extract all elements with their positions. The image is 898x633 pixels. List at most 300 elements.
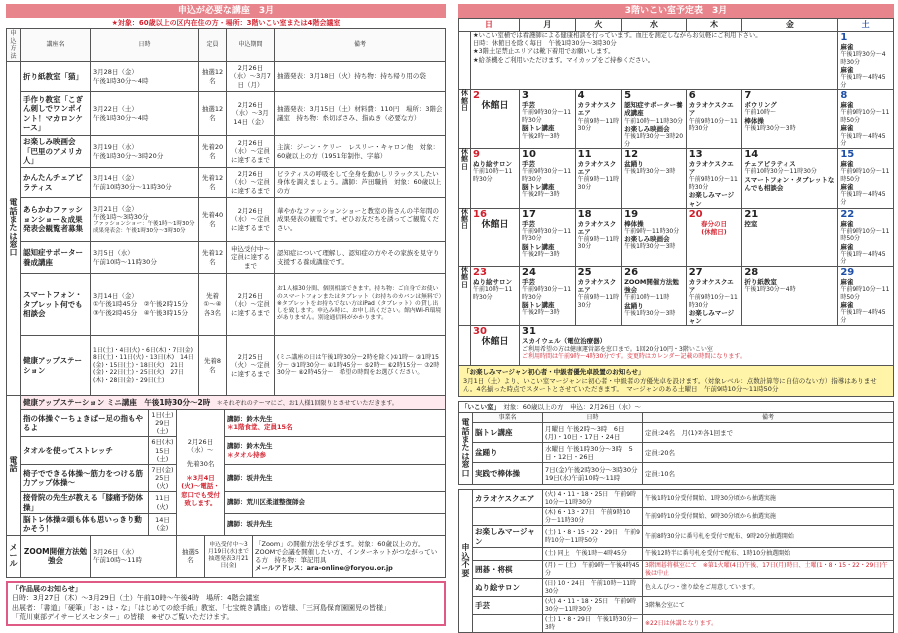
calendar-event: 午前9時〜11時30分	[624, 227, 680, 235]
calendar-event: 麻雀	[840, 101, 854, 110]
calendar-event: 午後1時〜4時45分	[840, 74, 886, 89]
day-number: 20	[688, 208, 703, 220]
calendar-event: ぬり絵サロン	[473, 277, 512, 286]
calendar-event: 手芸	[522, 160, 536, 169]
calendar-event: 春分の日	[701, 219, 728, 228]
left-title: 申込が必要な講座 3月	[6, 4, 446, 18]
course-date: 3月14日（金） ①午後1時45分 ②午後2時15分 ③午後2時45分 ④午後3時15分	[91, 274, 199, 336]
other-row	[459, 615, 894, 633]
calendar-event: 麻雀	[840, 124, 854, 133]
day-number: 2	[473, 90, 480, 102]
other-time: (土) 1・8・15・22・29日 午前9時10分〜11時50分	[543, 526, 643, 548]
other-note: 午前9時10分受付開始、9時30分頃から抽選実施	[643, 508, 894, 526]
ikoi-col-name: 事業名	[473, 412, 543, 423]
course-capacity: 抽選12名	[199, 92, 227, 136]
course-note: 主演：ジーン・ケリー レスリー・キャロン他 対象：60歳以上の方（1951年制作、字幕）	[275, 136, 446, 168]
calendar-week	[459, 266, 894, 326]
course-period: 2月25日（火）〜定員に達するまで	[227, 336, 275, 396]
calendar-event: お楽しみ映画会	[624, 235, 670, 244]
calendar-event: 麻雀	[840, 277, 854, 286]
course-name: あらかわファッションショー＆成果発表会観覧者募集	[21, 198, 91, 242]
calendar-event: 午前9時30分〜11時30分	[522, 227, 572, 243]
other-note: 色えんぴつ・塗り絵をご用意しています。	[643, 579, 894, 597]
ikoi-row-note: 定員:24名 月(1)②各1回まで	[643, 423, 894, 443]
calendar-day	[742, 208, 838, 266]
right-page	[458, 4, 894, 631]
exhibition-title: 「作品展のお知らせ」	[12, 584, 82, 593]
zoom-date: 3月26日（水） 午前10時〜11時	[91, 535, 177, 577]
course-capacity: 先着40名	[199, 198, 227, 242]
other-time: (火) 4・11・18・25日 午前9時10分〜11時30分	[543, 490, 643, 508]
other-name: カラオケスクエア	[473, 490, 543, 508]
calendar-day	[838, 149, 894, 209]
left-subtitle: ★対象：60歳以上の区内在住の方・場所：3階いこい室または4階会議室	[111, 19, 341, 27]
exhibition-line2: 出展者：「書道」「硬筆」「お・は・な」「はじめての絵手紙」教室、「七宝焼き講座」の皆様、「三河島保育園園児の皆様」	[12, 603, 390, 612]
week-side-label	[459, 32, 471, 90]
calendar-event: 午後1時30分〜3時	[624, 243, 676, 251]
right-title: 3階いこい室予定表 3月	[458, 4, 894, 18]
other-time: (木) 6・13・27日 午前9時10分〜11時30分	[543, 508, 643, 526]
day-tue: 火	[575, 19, 621, 32]
mini-item-dates: 11日(火)	[149, 492, 177, 514]
calendar-event: 脳トレ講座	[522, 301, 555, 309]
ikoi-row-note: 定員:20名	[643, 443, 894, 463]
day-number: 1	[840, 32, 848, 43]
day-number: 21	[744, 208, 759, 220]
calendar-event: スカイウェル（電位治療器）	[522, 337, 607, 346]
calendar-event: カラオケスクエア	[577, 277, 617, 294]
calendar-event: 午後2時〜3時	[522, 191, 560, 199]
calendar-event: 午前9時10分〜11時50分	[840, 168, 890, 183]
calendar-event: 休館日	[481, 337, 509, 348]
day-number: 29	[840, 266, 855, 278]
calendar-event: 午後2時〜3時	[522, 309, 560, 317]
zoom-note: 「Zoom」の開催方法を学びます。対象：60歳以上の方。ZOOMで会議を開催したい方、インターネットがつながっている方 持ち物：筆記用具 メールアドレス：ara-online@foryou.or.jp	[253, 535, 446, 577]
other-time: (火) 4・11・18・25日 午前9時30分〜11時30分	[543, 597, 643, 615]
calendar-event: 午前9時30分〜11時30分	[522, 168, 572, 183]
day-number: 17	[522, 208, 536, 220]
calendar-day	[622, 266, 687, 326]
course-name: 折り紙教室「猫」	[21, 62, 91, 92]
day-number: 28	[744, 266, 759, 278]
calendar-event: 午前10時〜11時30分	[473, 286, 513, 301]
other-note: 午後1時10分受付開始、1時30分頃から抽選実施	[643, 490, 894, 508]
calendar-day	[520, 326, 894, 366]
course-period: 2月26日（水）〜定員に達するまで	[227, 274, 275, 336]
other-note: 午前8時30分に番号札を受付で配布、9時20分抽選開始	[643, 526, 894, 548]
other-row	[459, 548, 894, 561]
calendar-event: カラオケスクエア	[577, 219, 617, 236]
calendar-event: 午後1時〜4時45分	[840, 191, 886, 206]
calendar-event: 午後1時30分〜4時	[744, 286, 796, 293]
zoom-period: 申込受付中〜3月19日(水)まで抽選発表3月21日(金)	[205, 535, 253, 577]
zoom-course-name: ZOOM開催方法勉強会	[21, 535, 91, 577]
calendar-event: 手芸	[522, 219, 536, 228]
other-row	[459, 526, 894, 548]
day-number: 31	[522, 326, 536, 338]
calendar-day	[686, 149, 742, 209]
calendar-event: 午前9時〜11時30分	[577, 294, 620, 309]
day-number: 15	[840, 149, 855, 161]
calendar-day	[686, 208, 742, 266]
course-note: 抽選発表：3月18日（火）持ち物：持ち帰り用の袋	[275, 62, 446, 92]
week-side-label	[459, 326, 471, 366]
other-name: 囲碁・将棋	[473, 561, 543, 579]
mini-item-name: タオルを使ってストレッチ	[21, 437, 149, 464]
calendar-day	[575, 90, 621, 149]
header-date: 日時	[91, 29, 199, 62]
calendar-day	[471, 90, 520, 149]
other-name: ぬり絵サロン	[473, 579, 543, 597]
calendar-event: 休館日	[481, 219, 509, 230]
calendar-day	[520, 266, 576, 326]
other-time: (日) 10・24日 午前10時〜11時30分	[543, 579, 643, 597]
other-time: (月) 〜 (土) 午前9時〜午後4時45分	[543, 561, 643, 579]
calendar-event: 午前10時〜11時	[624, 294, 670, 302]
calendar-day	[471, 266, 520, 326]
course-date: 1日(土)・4日(火)・6日(木)・7日(金) 8日(土)・11日(火)・13日(木) 14日(金)・15日(土)・18日(火) 21日(金)・22日(土)・25日(火) 27日(木)・28日(金)・29日(土)	[91, 336, 199, 396]
calendar-event: 麻雀	[840, 219, 854, 228]
course-name: スマートフォン・タブレット何でも相談会	[21, 274, 91, 336]
course-note: 認知症について理解し、認知症の方やその家族を見守り支援する養成講座です。	[275, 242, 446, 274]
calendar-event: 盆踊り	[624, 160, 644, 169]
mini-item-dates: 6日(木) 15日(土)	[149, 437, 177, 464]
other-name	[473, 548, 543, 561]
mahjong-notice: 「お楽しみマージャン初心者・中級者優先卓設置のお知らせ」 3月1日（土）より、いこい室マージャンに初心者・中級者の方優先卓を設けます。（対象レベル：点数計算等に自信のない方）指導はありません。4名揃った時点でスタートとさせていただきます。 マージャンのある土曜日 午前9時10分〜11時50分	[458, 366, 894, 396]
other-name: お楽しみマージャン	[473, 526, 543, 548]
calendar-day	[686, 266, 742, 326]
calendar-event: カラオケスクエア	[688, 101, 734, 118]
course-date: 3月19日（水） 午後1時30分〜3時20分	[91, 136, 199, 168]
exhibition-line1: 日時：3月27日（木）〜3月29日（土）午前10時〜午後4時 場所：4階会議室	[12, 594, 260, 603]
course-period: 2月26日（水）〜定員に達するまで	[227, 198, 275, 242]
course-capacity: 先着12名	[199, 168, 227, 198]
calendar-day	[838, 32, 894, 90]
calendar-event: 麻雀	[840, 66, 854, 75]
calendar-event: 午後2時〜3時	[522, 132, 560, 140]
week-side-label: 休館日	[459, 149, 471, 209]
mini-item-name: 脳トレ体操②頭も体も思いっきり動かそう！	[21, 513, 149, 535]
calendar-day	[471, 208, 520, 266]
course-name: お楽しみ映画会「巴里のアメリカ人」	[21, 136, 91, 168]
calendar-event: (休館日)	[701, 227, 727, 236]
exhibition-notice	[6, 581, 446, 627]
calendar-event: 午前10時〜11時30分	[473, 168, 513, 183]
mini-lecturer: 講師：荒川区柔道整復師会	[225, 492, 446, 514]
calendar-event: ボウリング	[744, 101, 777, 110]
calendar-event: ZOOM開催方法勉強会	[624, 277, 679, 294]
header-course: 講座名	[21, 29, 91, 62]
day-number: 6	[688, 90, 696, 102]
other-time: (土) 同上 午後1時〜4時45分	[543, 548, 643, 561]
mini-lecturer: 講師：鈴木先生 ＊1階食堂、定員15名	[225, 410, 446, 437]
course-period: 2月26日（水）〜3月7日（月）	[227, 62, 275, 92]
side-phone: 電話	[7, 396, 21, 536]
calendar-event: 盆踊り	[624, 301, 644, 310]
calendar-event: 午前9時10分〜11時50分	[840, 227, 890, 243]
calendar-event: 午後1時30分〜4時30分	[840, 51, 886, 66]
mini-period: 2月26日（水）〜 先着30名 ＊3月4日(火)〜電話・窓口でも受付致します。	[177, 410, 225, 536]
calendar-event: 午前9時30分〜11時30分	[522, 109, 572, 124]
calendar-day	[520, 149, 576, 209]
mini-item-dates: 1日(土) 29日(土)	[149, 410, 177, 437]
day-number: 18	[577, 208, 592, 220]
course-capacity: 抽選12名	[199, 62, 227, 92]
calendar-day	[742, 149, 838, 209]
day-number: 3	[522, 90, 529, 102]
day-fri: 金	[742, 19, 838, 32]
course-capacity: 先着8名	[199, 336, 227, 396]
header-note: 備考	[275, 29, 446, 62]
calendar-day	[622, 90, 687, 149]
intro-notes	[471, 32, 838, 90]
calendar-event: 脳トレ講座	[522, 124, 555, 133]
course-period: 2月26日（水）〜定員に達するまで	[227, 168, 275, 198]
day-number: 13	[688, 149, 703, 161]
day-number: 8	[840, 90, 848, 102]
side-phone-window: 電話または窓口	[7, 62, 21, 396]
calendar-week	[459, 326, 894, 366]
day-number: 23	[473, 266, 487, 278]
other-row	[459, 561, 894, 579]
mini-item-name: 椅子でできる体操〜筋力をつける筋力アップ体操〜	[21, 464, 149, 491]
side-mail: メール	[7, 535, 21, 577]
calendar-day	[471, 326, 520, 366]
calendar-day	[520, 90, 576, 149]
other-row	[459, 490, 894, 508]
ikoi-row-time: 7日(金)午後2時30分〜3時30分 19日(水)午前10時〜11時	[543, 463, 643, 485]
mini-item-name: 接骨院の先生が教える「膝痛予防体操」	[21, 492, 149, 514]
zoom-table	[6, 535, 446, 578]
calendar-event: 午後1時30分〜3時	[624, 168, 676, 176]
day-thu: 木	[686, 19, 742, 32]
day-wed: 水	[622, 19, 687, 32]
calendar-event: 休館日	[481, 101, 509, 112]
course-name: かんたんチェアピラティス	[21, 168, 91, 198]
day-number: 25	[577, 266, 592, 278]
day-mon: 月	[520, 19, 576, 32]
calendar-event: 午前10時〜11時30分	[624, 117, 684, 125]
calendar-event: 午前9時10分〜11時50分	[840, 286, 890, 301]
day-number: 19	[624, 208, 639, 220]
mini-item-dates: 14日(金)	[149, 513, 177, 535]
calendar-event: 午前10時〜	[744, 109, 776, 117]
calendar-event: 折り紙教室	[744, 277, 777, 286]
course-capacity: 先着20名	[199, 136, 227, 168]
course-note: 華やかなファッションショーと教室の皆さんの半年間の成果発表の観覧です。ぜひお友だちを誘ってご観覧ください。	[275, 198, 446, 242]
calendar-day	[742, 90, 838, 149]
mini-lecture-table	[6, 395, 446, 536]
calendar-event: 午後2時〜3時	[522, 250, 560, 258]
day-sat: 土	[838, 19, 894, 32]
course-note: ピラティスの呼吸をして全身を動かしリラックスしたい身体を調えましょう。講師：芦田職員 対象：60歳以上の方	[275, 168, 446, 198]
calendar-event: 麻雀	[840, 43, 854, 51]
calendar-event: 午前9時10分〜11時30分	[688, 176, 738, 191]
calendar-day	[686, 90, 742, 149]
ikoi-table	[458, 401, 894, 486]
calendar-event: カラオケスクエア	[577, 101, 617, 118]
intro-line: 日時：休館日を除く毎日 午後1時30分〜3時30分	[473, 40, 617, 48]
other-row	[459, 508, 894, 526]
course-period: 2月26日（水）〜3月14日（金）	[227, 92, 275, 136]
calendar-event: ご利用時間は午前9時〜4時30分です。変更時はカレンダー記載の時間になります。	[522, 353, 746, 360]
day-number: 26	[624, 266, 639, 278]
calendar-event: 午後1時〜4時45分	[840, 309, 886, 324]
day-number: 4	[577, 90, 585, 102]
course-date: 3月21日（金） 午後1時〜3時30分 ファッションショー：午後1時〜1時30分 成果発表会：午後1時30分〜3時30分	[91, 198, 199, 242]
calendar-event: お楽しみマージャン	[688, 309, 735, 326]
ikoi-row-note: 定員:10名	[643, 463, 894, 485]
calendar-event: ぬり絵サロン	[473, 160, 512, 169]
day-sun: 日	[459, 19, 520, 32]
calendar-event: 午後1時30分〜3時	[624, 309, 676, 317]
calendar-day	[838, 208, 894, 266]
exhibition-line3: 「荒川東部デイサービスセンター」の皆様 ※ぜひご覧いただけます。	[12, 612, 234, 621]
ikoi-row-time: 水曜日 午後1時30分〜3時 5日・12日・26日	[543, 443, 643, 463]
other-name	[473, 615, 543, 633]
other-time: (土) 1・8・29日 午後1時30分〜3時	[543, 615, 643, 633]
calendar-event: 午後1時30分〜3時20分	[624, 133, 684, 148]
mini-lecturer: 講師：坂井先生	[225, 513, 446, 535]
ikoi-row-time: 月曜日 午後2時〜3時 6日(月)・10日・17日・24日	[543, 423, 643, 443]
course-date: 3月5日（水） 午前10時〜11時30分	[91, 242, 199, 274]
calendar-event: 午後1時〜4時45分	[840, 132, 886, 147]
ikoi-col-note: 備考	[643, 412, 894, 423]
course-note: 抽選発表：3月15日（土）材料費：110円 場所：3階会議室 持ち物：糸切ばさみ、指ぬき（必要な方）	[275, 92, 446, 136]
calendar-event: カラオケスクエア	[577, 160, 617, 177]
calendar-event: 控室	[744, 219, 758, 228]
ikoi-row-name: 盆踊り	[473, 443, 543, 463]
calendar-day	[622, 149, 687, 209]
other-table	[458, 489, 894, 633]
calendar-event: 麻雀	[840, 183, 854, 192]
calendar-week	[459, 208, 894, 266]
week-side-label: 休館日	[459, 266, 471, 326]
calendar-event: 午前9時30分〜11時30分	[522, 286, 572, 301]
zoom-mail-address[interactable]: メールアドレス：ara-online@foryou.or.jp	[255, 564, 393, 573]
course-capacity: 先着①〜④各3名	[199, 274, 227, 336]
course-note: (ミニ講座の日は午後1時30分〜2時を除く)①1時〜 ②1時15分〜 ③1時30分〜 ④1時45分〜 ⑤2時〜 ⑥2時15分〜 ⑦2時30分〜 ⑧2時45分〜 希望の時間をお選びください。	[275, 336, 446, 396]
calendar-event: スマートフォン・タブレットなんでも相談会	[744, 175, 835, 192]
calendar-week	[459, 32, 894, 90]
calendar-day	[520, 208, 576, 266]
day-number: 5	[624, 90, 632, 102]
calendar-event: チェアピラティス	[744, 160, 796, 169]
other-side: 申込不要	[459, 490, 473, 633]
course-note: お1人様30分間、個別相談できます。持ち物：ご自身でお使いのスマートフォンまたはタブレット（お持ちのカバンは無料で）※タブレットをお持ちでない方はiPad（タブレット）の貸し出しを致します。申込み時に、お申し出ください。館内Wi-Fi環境がありません。別途通信料がかかります。	[275, 274, 446, 336]
calendar-event: 午前10時30分〜11時30分	[744, 168, 817, 176]
mini-item-name: 指の体操ぐーちょきぱー足の指もやるよ	[21, 410, 149, 437]
other-note: 3階集会室にて	[643, 597, 894, 615]
calendar-event: 午前9時〜11時30分	[577, 235, 620, 251]
calendar-event: 午前9時10分〜11時30分	[688, 294, 738, 309]
calendar-event: お楽しみマージャン	[688, 191, 735, 208]
course-name: 健康アップステーション	[21, 336, 91, 396]
calendar-event: 脳トレ講座	[522, 242, 555, 251]
week-side-label: 休館日	[459, 208, 471, 266]
course-date: 3月22日（土） 午後1時30分〜4時	[91, 92, 199, 136]
calendar-event: カラオケスクエア	[688, 277, 734, 294]
calendar-day	[575, 208, 621, 266]
course-date: 3月14日（金） 午前10時30分〜11時30分	[91, 168, 199, 198]
other-row	[459, 597, 894, 615]
day-number: 14	[744, 149, 759, 161]
calendar-day	[838, 266, 894, 326]
calendar-event: 午前9時10分〜11時50分	[840, 109, 890, 124]
mini-item-dates: 7日(金) 25日(火)	[149, 464, 177, 491]
calendar-day	[471, 149, 520, 209]
course-period: 申込受付中〜定員に達するまで	[227, 242, 275, 274]
calendar-day	[575, 149, 621, 209]
calendar-event: 麻雀	[840, 160, 854, 169]
mini-lecture-header: 健康アップステーション ミニ講座 午後1時30分〜2時 ＊それぞれのテーマにご、お1人様1回限りとさせていただきます。	[21, 396, 446, 410]
calendar-day	[838, 90, 894, 149]
course-period: 2月26日（水）〜定員に達するまで	[227, 136, 275, 168]
day-number: 16	[473, 208, 487, 220]
day-number: 12	[624, 149, 639, 161]
day-number: 9	[473, 149, 480, 161]
calendar-event: お楽しみ映画会	[624, 125, 670, 133]
calendar-event: 麻雀	[840, 301, 854, 309]
calendar-event: 午前9時〜11時30分	[577, 176, 620, 191]
calendar-event: 認知症サポーター養成講座	[624, 101, 683, 118]
calendar-week	[459, 90, 894, 149]
calendar-event: 麻雀	[840, 242, 854, 251]
ikoi-header: 「いこい室」 対象：60歳以上の方 申込：2月26日（水）〜	[459, 401, 894, 412]
course-capacity: 先着12名	[199, 242, 227, 274]
calendar-event: 手芸	[522, 277, 536, 286]
ikoi-col-time: 日時	[543, 412, 643, 423]
course-name: 認知症サポーター養成講座	[21, 242, 91, 274]
intro-line: ★給茶機をご利用いただけます。マイカップをご持参ください。	[473, 56, 655, 64]
other-name: 手芸	[473, 597, 543, 615]
intro-line: ★いこい室横では看護師による健康相談を行っています。血圧を測定しながらお気軽にご利用下さい。	[473, 32, 762, 39]
other-name	[473, 508, 543, 526]
calendar-event: 午前9時10分〜11時30分	[688, 117, 738, 132]
calendar-day	[575, 266, 621, 326]
calendar-event: ご利用希望の方は健康運営部を窓口まで。1回20分10円・3階いこい室	[522, 345, 713, 353]
calendar-week	[459, 149, 894, 209]
calendar-event: 手芸	[522, 101, 536, 110]
day-number: 7	[744, 90, 752, 102]
header-method: 申込方法	[7, 29, 21, 62]
other-note: 午後12時半に番号札を受付で配布、1時10分抽選開始	[643, 548, 894, 561]
ikoi-side: 電話または窓口	[459, 412, 473, 485]
calendar-day	[622, 208, 687, 266]
course-table	[6, 28, 446, 396]
calendar-event: 午前9時〜11時30分	[577, 117, 620, 132]
left-page	[6, 4, 446, 626]
calendar-event: 脳トレ講座	[522, 183, 555, 192]
calendar-event: 午後1時〜4時45分	[840, 250, 886, 266]
other-row	[459, 579, 894, 597]
calendar-event: カラオケスクエア	[688, 160, 734, 177]
calendar-event: 午後1時30分〜3時	[744, 125, 796, 132]
other-note: 3階囲碁将棋室にて ※第1火曜(4日)午後、17日(月)時日、土曜(1・8・15・22・29日)午後は中止	[643, 561, 894, 579]
calendar-event: 棒体操	[624, 219, 644, 228]
header-capacity: 定員	[199, 29, 227, 62]
calendar-event: 棒体操	[744, 116, 764, 125]
header-period: 申込期間	[227, 29, 275, 62]
day-number: 27	[688, 266, 703, 278]
ikoi-row-name: 実践で棒体操	[473, 463, 543, 485]
day-number: 10	[522, 149, 536, 161]
day-number: 11	[577, 149, 592, 161]
calendar-table	[458, 18, 894, 366]
zoom-capacity: 抽選5名	[177, 535, 205, 577]
day-number: 24	[522, 266, 536, 278]
day-number: 30	[473, 326, 487, 338]
